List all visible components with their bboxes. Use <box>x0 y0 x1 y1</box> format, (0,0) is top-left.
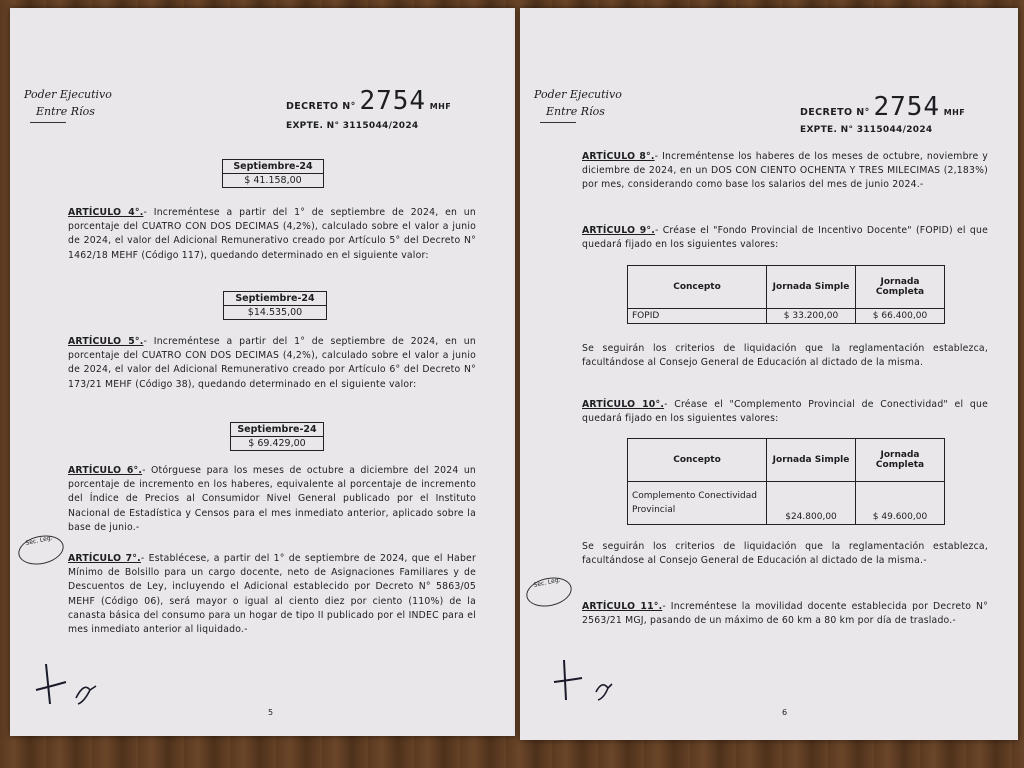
article-title: ARTÍCULO 5°. <box>68 336 144 347</box>
article-body: - Increméntense los haberes de los meses de octubre, noviembre y diciembre de 2024, en un DOS CON CIENTO OCHENTA Y TRES MILECIMAS (2,183%) por mes, considerando como base los salarios del mes de junio 2024.- <box>582 151 988 191</box>
article-title: ARTÍCULO 7°. <box>68 553 141 564</box>
article-body: - Increméntese la movilidad docente establecida por Decreto N° 2563/21 MGJ, pasando de un máximo de 60 km a 80 km por día de traslado.- <box>582 601 989 627</box>
issuer-line-2: Entre Ríos <box>546 105 605 118</box>
article-body: - Increméntese a partir del 1° de septiembre de 2024, en un porcentaje del CUATRO CON DOS DECIMAS (4,2%), calculado sobre el valor a junio de 2024, el valor del Adicional Remunerativo creado por Artículo 6° del Decreto N° 173/21 MEHF (Código 38), quedando determinado en el siguiente valor: <box>68 336 476 390</box>
decreto-header <box>286 86 451 116</box>
expte-number: EXPTE. N° 3115044/2024 <box>800 125 933 135</box>
table-cell: $ 66.400,00 <box>856 309 945 324</box>
table-row <box>628 309 945 324</box>
paragraph-criteria-2: Se seguirán los criterios de liquidación que la reglamentación establezca, facultándose al Consejo General de Educación al dictado de la misma.- <box>582 541 988 567</box>
conectividad-table <box>627 438 945 525</box>
issuer-header <box>534 86 622 123</box>
issuer-line-1: Poder Ejecutivo <box>534 88 622 101</box>
table-header-cell: Jornada Completa <box>856 439 945 482</box>
fopid-table <box>627 265 945 324</box>
registration-stamp <box>524 574 575 611</box>
decreto-label: DECRETO N° <box>286 101 356 112</box>
article-title: ARTÍCULO 10°. <box>582 399 665 410</box>
table-row <box>628 482 945 525</box>
value-box-2 <box>223 291 327 320</box>
table-header-cell: Jornada Completa <box>856 266 945 309</box>
value-box-header: Septiembre-24 <box>223 160 323 174</box>
article-title: ARTÍCULO 8°. <box>582 151 655 162</box>
page-number: 5 <box>268 708 274 717</box>
article-title: ARTÍCULO 4°. <box>68 207 144 218</box>
article-title: ARTÍCULO 11°. <box>582 601 663 612</box>
issuer-header <box>24 86 112 123</box>
value-box-value: $ 41.158,00 <box>244 175 302 186</box>
value-box-value: $ 69.429,00 <box>248 438 306 449</box>
table-cell: FOPID <box>628 309 767 324</box>
value-box-3 <box>230 422 324 451</box>
article-body: - Créase el "Fondo Provincial de Incentivo Docente" (FOPID) el que quedará fijado en los siguientes valores: <box>582 225 989 251</box>
article-4 <box>68 206 476 263</box>
table-cell: $24.800,00 <box>767 482 856 525</box>
handwritten-signature <box>550 656 620 706</box>
article-10 <box>582 398 988 426</box>
table-header-cell: Jornada Simple <box>767 266 856 309</box>
article-body: - Establécese, a partir del 1° de septiembre de 2024, que el Haber Mínimo de Bolsillo para un cargo docente, neto de Asignaciones Familiares y de Descuentos de Ley, incluyendo el Adicional establecido por Decreto N° 5863/05 MEHF (Código 06), será mayor o igual al ciento diez por ciento (110%) de la canasta básica del consumo para un hogar de tipo II publicado por el INDEC para el mes inmediato anterior al liquidado.- <box>68 553 476 636</box>
value-box-1 <box>222 159 324 188</box>
stamp-text: Sec. Leg. <box>532 576 562 589</box>
article-5 <box>68 335 476 392</box>
table-header-row <box>628 439 945 482</box>
article-body: - Otórguese para los meses de octubre a diciembre del 2024 un porcentaje de incremento en los haberes, equivalente al porcentaje de incremento del Índice de Precios al Consumidor Nivel General publicado por el Instituto Nacional de Estadística y Censos para el mes inmediato anterior, aplicado sobre la base de junio.- <box>68 465 477 533</box>
paragraph-criteria-1: Se seguirán los criterios de liquidación que la reglamentación establezca, facultándose al Consejo General de Educación al dictado de la misma. <box>582 343 988 369</box>
article-body: - Increméntese a partir del 1° de septiembre de 2024, en un porcentaje del CUATRO CON DOS DECIMAS (4,2%), calculado sobre el valor a junio de 2024, el valor del Adicional Remunerativo creado por Artículo 5° del Decreto N° 1462/18 MEHF (Código 117), quedando determinado en el siguiente valor: <box>68 207 476 261</box>
stamp-text: Sec. Leg. <box>24 534 54 547</box>
page-number: 6 <box>782 708 788 717</box>
table-cell: $ 49.600,00 <box>856 482 945 525</box>
handwritten-signature <box>32 660 102 710</box>
decreto-number: 2754 <box>359 86 427 116</box>
registration-stamp <box>16 532 67 569</box>
decreto-header <box>800 92 965 122</box>
document-page-5 <box>10 8 515 736</box>
issuer-line-2: Entre Ríos <box>36 105 95 118</box>
decreto-label: DECRETO N° <box>800 107 870 118</box>
article-9 <box>582 224 988 252</box>
decreto-suffix: MHF <box>429 102 452 111</box>
decreto-suffix: MHF <box>943 108 966 117</box>
value-box-value: $14.535,00 <box>247 307 303 318</box>
article-6 <box>68 464 476 535</box>
table-header-cell: Concepto <box>628 439 767 482</box>
decreto-number: 2754 <box>873 92 941 122</box>
issuer-underline <box>30 122 66 123</box>
article-body: - Créase el "Complemento Provincial de Conectividad" el que quedará fijado en los siguientes valores: <box>582 399 989 425</box>
article-8 <box>582 150 988 193</box>
table-header-row <box>628 266 945 309</box>
article-11 <box>582 600 988 628</box>
table-header-cell: Concepto <box>628 266 767 309</box>
table-cell: Complemento Conectividad Provincial <box>628 482 767 525</box>
article-7 <box>68 552 476 637</box>
expte-number: EXPTE. N° 3115044/2024 <box>286 121 419 131</box>
issuer-line-1: Poder Ejecutivo <box>24 88 112 101</box>
table-header-cell: Jornada Simple <box>767 439 856 482</box>
value-box-header: Septiembre-24 <box>224 292 326 306</box>
document-page-6 <box>520 8 1018 740</box>
article-title: ARTÍCULO 9°. <box>582 225 655 236</box>
article-title: ARTÍCULO 6°. <box>68 465 143 476</box>
issuer-underline <box>540 122 576 123</box>
value-box-header: Septiembre-24 <box>231 423 323 437</box>
table-cell: $ 33.200,00 <box>767 309 856 324</box>
